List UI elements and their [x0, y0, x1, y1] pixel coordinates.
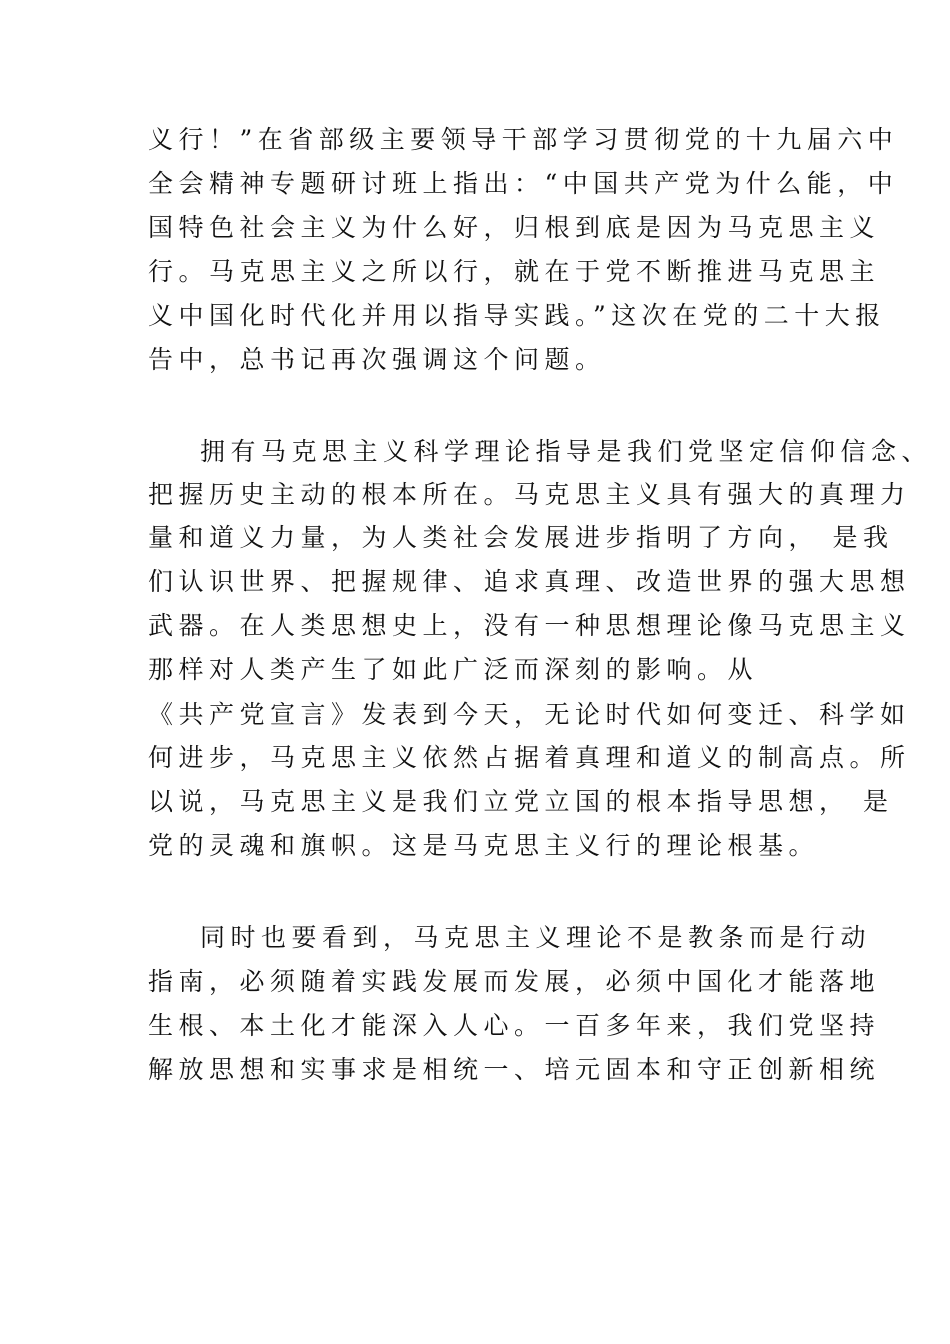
text-line: 把握历史主动的根本所在。马克思主义具有强大的真理力 — [148, 480, 911, 509]
text-line: 拥有马克思主义科学理论指导是我们党坚定信仰信念、 — [200, 437, 933, 466]
text-line: 量和道义力量，为人类社会发展进步指明了方向， 是我 — [148, 523, 894, 552]
text-line: 们认识世界、把握规律、追求真理、改造世界的强大思想 — [148, 567, 911, 596]
text-line: 解放思想和实事求是相统一、培元固本和守正创新相统 — [148, 1055, 881, 1084]
text-line: 国特色社会主义为什么好，归根到底是因为马克思主义 — [148, 213, 881, 242]
text-line: 以说，马克思主义是我们立党立国的根本指导思想， 是 — [148, 787, 894, 816]
text-line: 同时也要看到，马克思主义理论不是教条而是行动 — [200, 923, 872, 952]
text-line: 行。马克思主义之所以行，就在于党不断推进马克思主 — [148, 257, 881, 286]
text-line: 全会精神专题研讨班上指出：“中国共产党为什么能，中 — [148, 169, 899, 198]
text-line: 那样对人类产生了如此广泛而深刻的影响。从 — [148, 655, 759, 684]
text-line: 武器。在人类思想史上，没有一种思想理论像马克思主义 — [148, 611, 911, 640]
text-line: 何进步，马克思主义依然占据着真理和道义的制高点。所 — [148, 743, 911, 772]
text-line: 《共产党宣言》发表到今天，无论时代如何变迁、科学如 — [148, 700, 911, 729]
text-line: 生根、本土化才能深入人心。一百多年来，我们党坚持 — [148, 1011, 881, 1040]
text-line: 党的灵魂和旗帜。这是马克思主义行的理论根基。 — [148, 831, 820, 860]
text-line: 指南，必须随着实践发展而发展，必须中国化才能落地 — [148, 967, 881, 996]
text-line: 告中，总书记再次强调这个问题。 — [148, 345, 606, 374]
text-line: 义中国化时代化并用以指导实践。”这次在党的二十大报 — [148, 301, 886, 330]
text-line: 义行！”在省部级主要领导干部学习贯彻党的十九届六中 — [148, 125, 899, 154]
